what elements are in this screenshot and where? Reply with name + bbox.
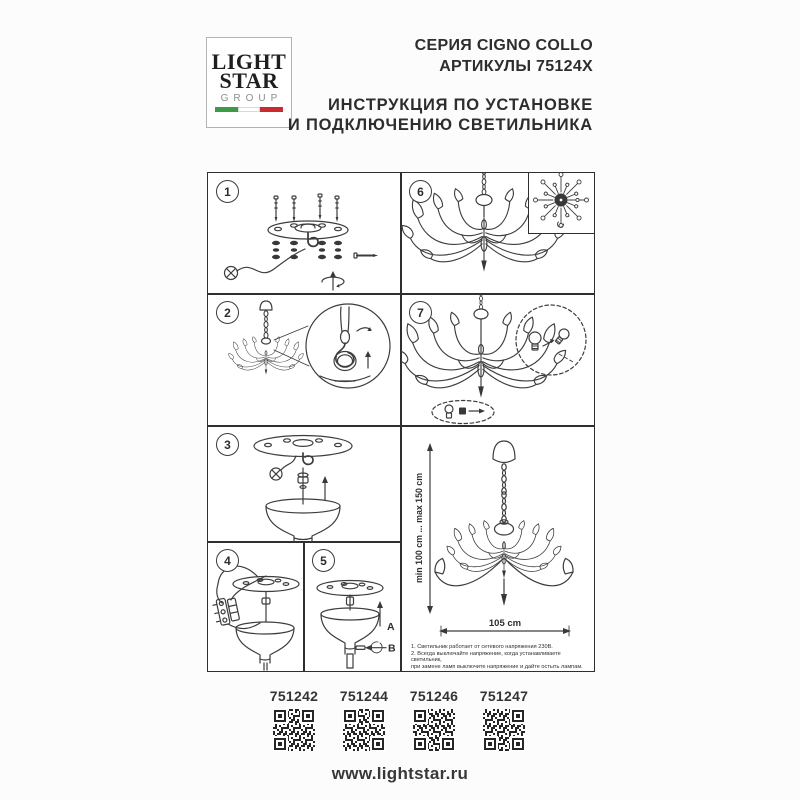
- step-6-number: 6: [409, 180, 432, 203]
- step-3-number: 3: [216, 433, 239, 456]
- step-2-panel: [208, 294, 401, 426]
- step-7-panel: [401, 294, 594, 426]
- qr-code: [273, 709, 315, 751]
- step-1-panel: [208, 173, 401, 294]
- header-titles: [288, 36, 593, 135]
- website-url: www.lightstar.ru: [331, 764, 469, 783]
- step-1-number: 1: [216, 180, 239, 203]
- step-3-panel: [208, 426, 401, 542]
- note-line-3: при замене ламп выключите напряжение и дайте остыть лампам.: [411, 664, 583, 671]
- step-4-panel: [208, 542, 304, 671]
- svg-text:A: A: [387, 621, 395, 633]
- step-7-number: 7: [409, 301, 432, 324]
- step-6-panel: [401, 173, 594, 294]
- articles-title: АРТИКУЛЫ 75124X: [439, 57, 593, 75]
- product-751247: [472, 688, 536, 751]
- step-5-number: 5: [312, 549, 335, 572]
- instruction-title-line2: И ПОДКЛЮЧЕНИЮ СВЕТИЛЬНИКА: [287, 115, 593, 134]
- logo-word-group: GROUP: [220, 93, 283, 104]
- dimensions-diagram: [401, 426, 594, 671]
- product-code: 751242: [269, 688, 319, 704]
- qr-code: [343, 709, 385, 751]
- logo-word-star: STAR: [219, 68, 279, 93]
- note-line-1: 1. Светильник работает от сетевого напряжения 230В.: [411, 644, 553, 650]
- product-751244: [332, 688, 396, 751]
- product-code: 751247: [479, 688, 529, 704]
- product-code: 751244: [339, 688, 389, 704]
- product-751246: [402, 688, 466, 751]
- product-code: 751246: [409, 688, 459, 704]
- qr-code: [483, 709, 525, 751]
- step-5-panel: [304, 542, 401, 671]
- dimensions-panel: [401, 426, 594, 671]
- vertical-dimension-label: min 100 cm ... max 150 cm: [414, 472, 424, 584]
- horizontal-dimension-label: 105 cm: [488, 618, 522, 629]
- series-title: СЕРИЯ CIGNO COLLO: [414, 37, 593, 54]
- lightstar-logo: [206, 37, 292, 128]
- step-2-number: 2: [216, 301, 239, 324]
- step-4-number: 4: [216, 549, 239, 572]
- top-view-inset: [528, 173, 594, 234]
- logo-word-light: LIGHT: [211, 49, 287, 74]
- safety-notes: [411, 644, 590, 671]
- chandelier-top-view: [529, 173, 593, 231]
- instruction-title-line1: ИНСТРУКЦИЯ ПО УСТАНОВКЕ: [328, 96, 593, 114]
- italy-flag-stripe: [215, 107, 283, 112]
- svg-text:B: B: [388, 642, 396, 655]
- product-751242: [262, 688, 326, 751]
- qr-code: [413, 709, 455, 751]
- note-line-2: 2. Всегда выключайте напряжение, когда устанавливаете светильник,: [411, 650, 561, 664]
- steps-grid: [207, 172, 595, 672]
